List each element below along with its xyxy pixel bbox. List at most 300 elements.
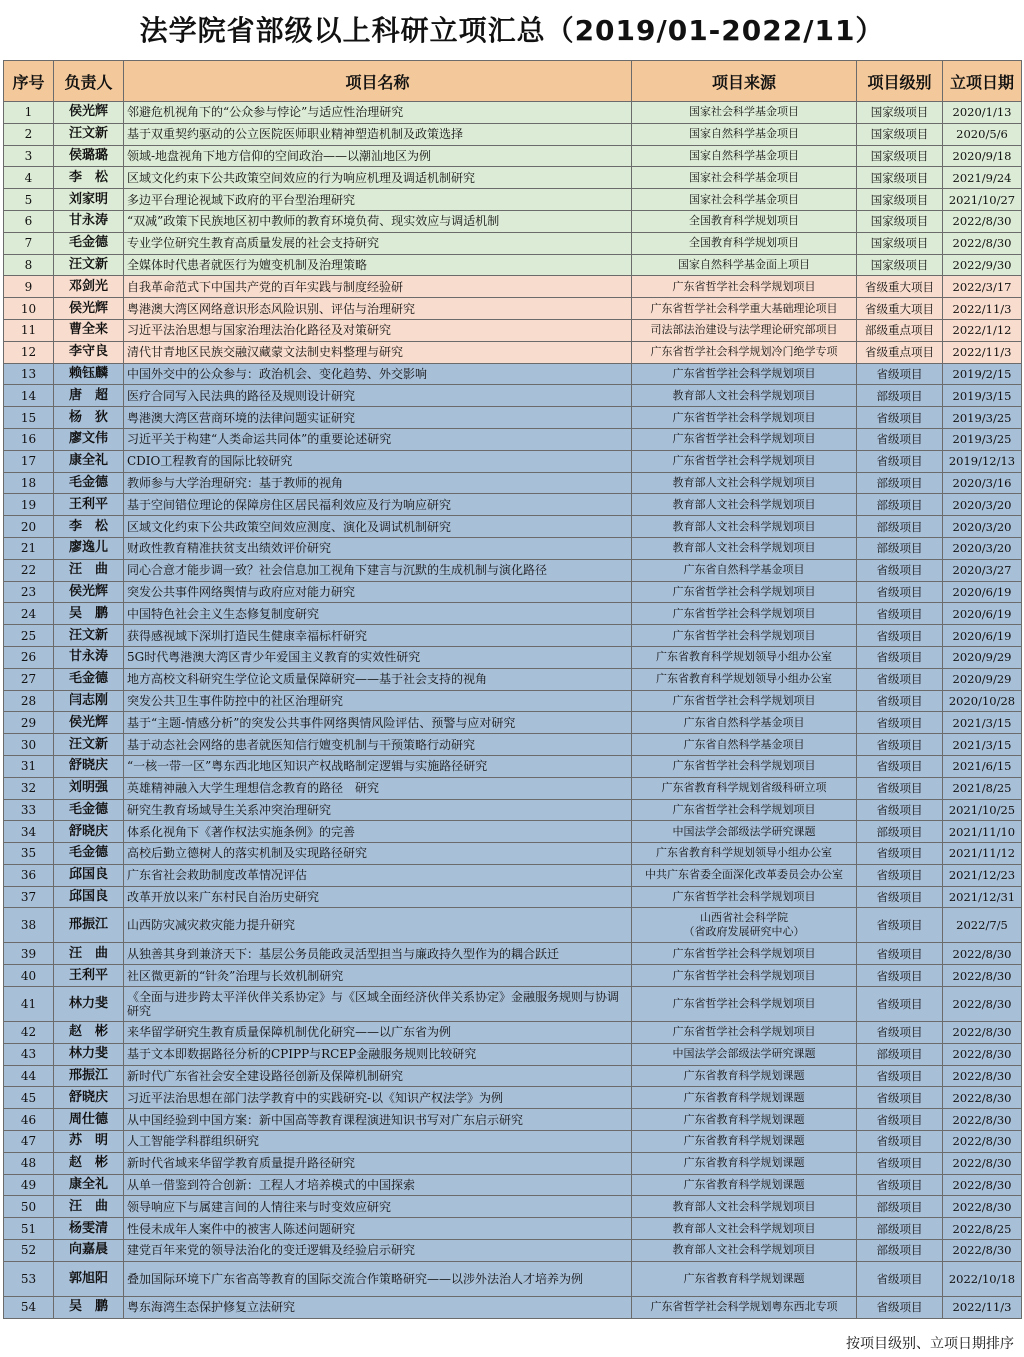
approval-date: 2022/8/30 [943,1043,1022,1065]
project-source: 广东省教育科学规划课题 [632,1261,857,1296]
project-source: 国家社会科学基金项目 [632,102,857,124]
table-row [4,1022,1022,1044]
approval-date: 2019/3/25 [943,407,1022,429]
project-source: 广东省哲学社会科学规划项目 [632,450,857,472]
project-level: 国家级项目 [857,232,943,254]
project-source: 广东省哲学社会科学规划项目 [632,987,857,1022]
table-row [4,1043,1022,1065]
principal-investigator: 邢振江 [54,1065,124,1087]
table-row [4,1174,1022,1196]
project-level: 国家级项目 [857,145,943,167]
project-source: 教育部人文社会科学规划项目 [632,1196,857,1218]
approval-date: 2020/9/29 [943,668,1022,690]
approval-date: 2020/6/19 [943,603,1022,625]
project-source: 国家自然科学基金项目 [632,145,857,167]
project-name: 领导响应下与属建言间的人情往来与时变效应研究 [124,1196,632,1218]
project-source: 广东省哲学社会科学规划项目 [632,755,857,777]
project-name: 获得感视域下深圳打造民生健康幸福标杆研究 [124,625,632,647]
project-source: 广东省教育科学规划省级科研立项 [632,777,857,799]
row-number: 5 [4,189,54,211]
row-number: 13 [4,363,54,385]
row-number: 27 [4,668,54,690]
table-row [4,516,1022,538]
project-source: 广东省教育科学规划领导小组办公室 [632,668,857,690]
table-row [4,843,1022,865]
project-level: 省级项目 [857,843,943,865]
principal-investigator: 甘永涛 [54,646,124,668]
project-source: 教育部人文社会科学规划项目 [632,1218,857,1240]
approval-date: 2022/8/30 [943,210,1022,232]
project-name: 区域文化约束下公共政策空间效应测度、演化及调试机制研究 [124,516,632,538]
table-row [4,450,1022,472]
table-body [4,102,1022,1319]
project-source: 广东省教育科学规划课题 [632,1065,857,1087]
project-level: 省级项目 [857,450,943,472]
approval-date: 2020/1/13 [943,102,1022,124]
approval-date: 2022/8/30 [943,965,1022,987]
approval-date: 2021/8/25 [943,777,1022,799]
project-source: 广东省教育科学规划课题 [632,1131,857,1153]
project-level: 国家级项目 [857,102,943,124]
principal-investigator: 汪文新 [54,254,124,276]
table-row [4,559,1022,581]
project-name: 基于空间错位理论的保障房住区居民福利效应及行为响应研究 [124,494,632,516]
project-source: 广东省哲学社会科学规划项目 [632,943,857,965]
project-source: 广东省教育科学规划课题 [632,1087,857,1109]
project-name: 改革开放以来广东村民自治历史研究 [124,886,632,908]
row-number: 14 [4,385,54,407]
project-level: 省级项目 [857,668,943,690]
header-date: 立项日期 [943,61,1022,102]
approval-date: 2021/6/15 [943,755,1022,777]
approval-date: 2022/10/18 [943,1261,1022,1296]
table-row [4,210,1022,232]
project-level: 部级项目 [857,1218,943,1240]
project-source: 广东省教育科学规划领导小组办公室 [632,843,857,865]
table-row [4,625,1022,647]
project-name: 邻避危机视角下的“公众参与悖论”与适应性治理研究 [124,102,632,124]
approval-date: 2020/6/19 [943,581,1022,603]
principal-investigator: 康全礼 [54,1174,124,1196]
table-row [4,1109,1022,1131]
project-source: 广东省教育科学规划课题 [632,1109,857,1131]
row-number: 47 [4,1131,54,1153]
principal-investigator: 赵 彬 [54,1152,124,1174]
project-level: 省级项目 [857,755,943,777]
project-source: 国家社会科学基金项目 [632,167,857,189]
principal-investigator: 唐 超 [54,385,124,407]
principal-investigator: 吴 鹏 [54,1296,124,1318]
row-number: 10 [4,298,54,320]
table-row [4,1196,1022,1218]
principal-investigator: 舒晓庆 [54,1087,124,1109]
table-row [4,821,1022,843]
principal-investigator: 邢振江 [54,908,124,943]
row-number: 4 [4,167,54,189]
approval-date: 2020/3/20 [943,494,1022,516]
header-name: 项目名称 [124,61,632,102]
project-source: 教育部人文社会科学规划项目 [632,1240,857,1262]
row-number: 54 [4,1296,54,1318]
approval-date: 2021/3/15 [943,712,1022,734]
table-row [4,319,1022,341]
approval-date: 2020/6/19 [943,625,1022,647]
principal-investigator: 汪文新 [54,123,124,145]
project-source: 广东省自然科学基金项目 [632,734,857,756]
approval-date: 2022/8/30 [943,1240,1022,1262]
project-level: 国家级项目 [857,123,943,145]
project-name: 基于动态社会网络的患者就医知信行嬗变机制与干预策略行动研究 [124,734,632,756]
row-number: 49 [4,1174,54,1196]
principal-investigator: 向嘉晨 [54,1240,124,1262]
approval-date: 2022/8/30 [943,1065,1022,1087]
project-name: 粤港澳大湾区网络意识形态风险识别、评估与治理研究 [124,298,632,320]
table-header-row [4,61,1022,102]
row-number: 6 [4,210,54,232]
table-row [4,668,1022,690]
table-row [4,1152,1022,1174]
table-row [4,341,1022,363]
project-source: 教育部人文社会科学规划项目 [632,472,857,494]
row-number: 16 [4,428,54,450]
project-name: 研究生教育场域导生关系冲突治理研究 [124,799,632,821]
row-number: 23 [4,581,54,603]
project-source: 广东省教育科学规划领导小组办公室 [632,646,857,668]
project-name: “双减”政策下民族地区初中教师的教育环境负荷、现实效应与调适机制 [124,210,632,232]
header-pi: 负责人 [54,61,124,102]
table-row [4,712,1022,734]
project-level: 部级项目 [857,537,943,559]
row-number: 2 [4,123,54,145]
project-source: 司法部法治建设与法学理论研究部项目 [632,319,857,341]
row-number: 45 [4,1087,54,1109]
table-row [4,276,1022,298]
row-number: 20 [4,516,54,538]
project-name: 从独善其身到兼济天下：基层公务员能政灵活型担当与廉政持久型作为的耦合跃迁 [124,943,632,965]
row-number: 33 [4,799,54,821]
row-number: 51 [4,1218,54,1240]
project-source: 广东省自然科学基金项目 [632,712,857,734]
row-number: 52 [4,1240,54,1262]
project-name: 财政性教育精准扶贫支出绩效评价研究 [124,537,632,559]
project-level: 省级重点项目 [857,341,943,363]
principal-investigator: 侯光辉 [54,102,124,124]
row-number: 3 [4,145,54,167]
project-level: 部级项目 [857,516,943,538]
table-row [4,1218,1022,1240]
row-number: 34 [4,821,54,843]
table-row [4,603,1022,625]
project-table [3,60,1022,1319]
approval-date: 2022/1/12 [943,319,1022,341]
row-number: 35 [4,843,54,865]
sort-note: 按项目级别、立项日期排序 [846,1336,1014,1352]
project-source: 全国教育科学规划项目 [632,210,857,232]
approval-date: 2022/8/30 [943,987,1022,1022]
row-number: 29 [4,712,54,734]
project-level: 省级项目 [857,1087,943,1109]
approval-date: 2022/9/30 [943,254,1022,276]
project-level: 省级项目 [857,428,943,450]
project-level: 省级项目 [857,987,943,1022]
principal-investigator: 杨雯清 [54,1218,124,1240]
row-number: 48 [4,1152,54,1174]
project-name: 地方高校文科研究生学位论文质量保障研究——基于社会支持的视角 [124,668,632,690]
project-level: 省级项目 [857,1022,943,1044]
project-source: 广东省哲学社会科学规划项目 [632,625,857,647]
project-source: 国家自然科学基金面上项目 [632,254,857,276]
project-name: 社区微更新的“针灸”治理与长效机制研究 [124,965,632,987]
project-source: 广东省教育科学规划课题 [632,1174,857,1196]
row-number: 15 [4,407,54,429]
principal-investigator: 舒晓庆 [54,755,124,777]
principal-investigator: 侯璐璐 [54,145,124,167]
row-number: 43 [4,1043,54,1065]
project-source: 广东省自然科学基金项目 [632,559,857,581]
row-number: 31 [4,755,54,777]
project-source: 中国法学会部级法学研究课题 [632,1043,857,1065]
project-name: 基于双重契约驱动的公立医院医师职业精神塑造机制及政策选择 [124,123,632,145]
principal-investigator: 李 松 [54,516,124,538]
project-level: 省级项目 [857,712,943,734]
project-source: 广东省哲学社会科学规划项目 [632,407,857,429]
project-source: 广东省教育科学规划课题 [632,1152,857,1174]
table-row [4,987,1022,1022]
header-level: 项目级别 [857,61,943,102]
approval-date: 2022/8/30 [943,1109,1022,1131]
row-number: 39 [4,943,54,965]
project-name: 突发公共事件网络舆情与政府应对能力研究 [124,581,632,603]
principal-investigator: 李 松 [54,167,124,189]
principal-investigator: 邓剑光 [54,276,124,298]
principal-investigator: 汪 曲 [54,943,124,965]
project-level: 省级项目 [857,1296,943,1318]
project-source: 广东省哲学社会科学规划粤东西北专项 [632,1296,857,1318]
project-level: 部级项目 [857,472,943,494]
principal-investigator: 侯光辉 [54,298,124,320]
table-row [4,799,1022,821]
row-number: 38 [4,908,54,943]
project-level: 国家级项目 [857,254,943,276]
approval-date: 2019/2/15 [943,363,1022,385]
row-number: 32 [4,777,54,799]
project-source: 广东省哲学社会科学规划项目 [632,276,857,298]
table-row [4,646,1022,668]
principal-investigator: 李守良 [54,341,124,363]
project-level: 国家级项目 [857,189,943,211]
project-name: 习近平关于构建“人类命运共同体”的重要论述研究 [124,428,632,450]
project-level: 国家级项目 [857,210,943,232]
row-number: 46 [4,1109,54,1131]
table-row [4,886,1022,908]
table-row [4,1240,1022,1262]
project-name: 中国特色社会主义生态修复制度研究 [124,603,632,625]
table-row [4,145,1022,167]
table-row [4,908,1022,943]
project-source: 教育部人文社会科学规划项目 [632,537,857,559]
approval-date: 2021/11/10 [943,821,1022,843]
project-source: 广东省哲学社会科学重大基础理论项目 [632,298,857,320]
project-name: “一核一带一区”粤东西北地区知识产权战略制定逻辑与实施路径研究 [124,755,632,777]
row-number: 17 [4,450,54,472]
approval-date: 2022/8/30 [943,943,1022,965]
approval-date: 2021/9/24 [943,167,1022,189]
project-level: 部级项目 [857,494,943,516]
row-number: 19 [4,494,54,516]
table-row [4,494,1022,516]
project-level: 省级项目 [857,603,943,625]
table-row [4,943,1022,965]
project-name: 来华留学研究生教育质量保障机制优化研究——以广东省为例 [124,1022,632,1044]
project-level: 省级项目 [857,646,943,668]
project-source: 教育部人文社会科学规划项目 [632,385,857,407]
row-number: 40 [4,965,54,987]
project-name: 基于“主题-情感分析”的突发公共事件网络舆情风险评估、预警与应对研究 [124,712,632,734]
approval-date: 2022/3/17 [943,276,1022,298]
principal-investigator: 赖钰麟 [54,363,124,385]
principal-investigator: 汪 曲 [54,1196,124,1218]
project-name: 英雄精神融入大学生理想信念教育的路径 研究 [124,777,632,799]
project-name: 体系化视角下《著作权法实施条例》的完善 [124,821,632,843]
project-source: 全国教育科学规划项目 [632,232,857,254]
project-level: 省级项目 [857,886,943,908]
table-row [4,298,1022,320]
principal-investigator: 闫志刚 [54,690,124,712]
project-name: 领域-地盘视角下地方信仰的空间政治——以潮汕地区为例 [124,145,632,167]
project-level: 省级项目 [857,1065,943,1087]
approval-date: 2019/3/25 [943,428,1022,450]
project-level: 部级重点项目 [857,319,943,341]
header-source: 项目来源 [632,61,857,102]
row-number: 1 [4,102,54,124]
approval-date: 2020/9/29 [943,646,1022,668]
project-level: 部级项目 [857,821,943,843]
principal-investigator: 刘明强 [54,777,124,799]
project-name: 基于文本即数据路径分析的CPIPP与RCEP金融服务规则比较研究 [124,1043,632,1065]
table-row [4,581,1022,603]
approval-date: 2021/10/25 [943,799,1022,821]
project-level: 省级项目 [857,908,943,943]
table-row [4,965,1022,987]
table-row [4,1131,1022,1153]
approval-date: 2022/11/3 [943,298,1022,320]
approval-date: 2022/8/25 [943,1218,1022,1240]
approval-date: 2020/5/6 [943,123,1022,145]
table-row [4,1065,1022,1087]
row-number: 26 [4,646,54,668]
row-number: 22 [4,559,54,581]
project-name: 多边平台理论视域下政府的平台型治理研究 [124,189,632,211]
project-name: 建党百年来党的领导法治化的变迁逻辑及经验启示研究 [124,1240,632,1262]
project-name: 专业学位研究生教育高质量发展的社会支持研究 [124,232,632,254]
project-source: 广东省哲学社会科学规划项目 [632,1022,857,1044]
approval-date: 2022/11/3 [943,1296,1022,1318]
project-name: 清代甘青地区民族交融汉藏蒙文法制史料整理与研究 [124,341,632,363]
project-source: 广东省哲学社会科学规划项目 [632,690,857,712]
project-level: 省级项目 [857,407,943,429]
project-level: 省级项目 [857,864,943,886]
table-row [4,407,1022,429]
table-row [4,734,1022,756]
principal-investigator: 廖逸儿 [54,537,124,559]
project-source: 广东省哲学社会科学规划项目 [632,799,857,821]
project-level: 部级项目 [857,385,943,407]
project-level: 省级项目 [857,690,943,712]
principal-investigator: 王利平 [54,965,124,987]
approval-date: 2021/12/31 [943,886,1022,908]
project-level: 省级项目 [857,559,943,581]
table-row [4,755,1022,777]
approval-date: 2021/12/23 [943,864,1022,886]
table-row [4,363,1022,385]
principal-investigator: 苏 明 [54,1131,124,1153]
project-source: 国家自然科学基金项目 [632,123,857,145]
project-name: 《全面与进步跨太平洋伙伴关系协定》与《区域全面经济伙伴关系协定》金融服务规则与协调研究 [124,987,632,1022]
principal-investigator: 毛金德 [54,799,124,821]
table-row [4,428,1022,450]
project-name: 同心合意才能步调一致？社会信息加工视角下建言与沉默的生成机制与演化路径 [124,559,632,581]
approval-date: 2021/10/27 [943,189,1022,211]
table-row [4,472,1022,494]
project-level: 省级重大项目 [857,298,943,320]
project-level: 省级项目 [857,1152,943,1174]
row-number: 37 [4,886,54,908]
approval-date: 2022/8/30 [943,1196,1022,1218]
principal-investigator: 康全礼 [54,450,124,472]
project-level: 省级项目 [857,734,943,756]
approval-date: 2019/12/13 [943,450,1022,472]
project-name: 习近平法治思想与国家治理法治化路径及对策研究 [124,319,632,341]
principal-investigator: 舒晓庆 [54,821,124,843]
row-number: 9 [4,276,54,298]
table-row [4,864,1022,886]
table-row [4,537,1022,559]
row-number: 28 [4,690,54,712]
project-level: 省级项目 [857,363,943,385]
table-row [4,232,1022,254]
principal-investigator: 廖文伟 [54,428,124,450]
project-source: 广东省哲学社会科学规划项目 [632,886,857,908]
project-name: 粤东海湾生态保护修复立法研究 [124,1296,632,1318]
table-row [4,777,1022,799]
approval-date: 2022/8/30 [943,1022,1022,1044]
approval-date: 2020/3/27 [943,559,1022,581]
principal-investigator: 郭旭阳 [54,1261,124,1296]
principal-investigator: 毛金德 [54,472,124,494]
header-no: 序号 [4,61,54,102]
row-number: 25 [4,625,54,647]
project-source: 中共广东省委全面深化改革委员会办公室 [632,864,857,886]
approval-date: 2021/3/15 [943,734,1022,756]
project-name: 5G时代粤港澳大湾区青少年爱国主义教育的实效性研究 [124,646,632,668]
project-level: 部级项目 [857,1240,943,1262]
table-row [4,1296,1022,1318]
table-row [4,254,1022,276]
project-name: 新时代省域来华留学教育质量提升路径研究 [124,1152,632,1174]
row-number: 30 [4,734,54,756]
project-name: 从中国经验到中国方案：新中国高等教育课程演进知识书写对广东启示研究 [124,1109,632,1131]
row-number: 18 [4,472,54,494]
row-number: 53 [4,1261,54,1296]
principal-investigator: 林力斐 [54,1043,124,1065]
project-name: 粤港澳大湾区营商环境的法律问题实证研究 [124,407,632,429]
project-level: 省级项目 [857,943,943,965]
project-source: 国家社会科学基金项目 [632,189,857,211]
project-source: 广东省哲学社会科学规划项目 [632,581,857,603]
principal-investigator: 侯光辉 [54,712,124,734]
principal-investigator: 毛金德 [54,843,124,865]
principal-investigator: 吴 鹏 [54,603,124,625]
